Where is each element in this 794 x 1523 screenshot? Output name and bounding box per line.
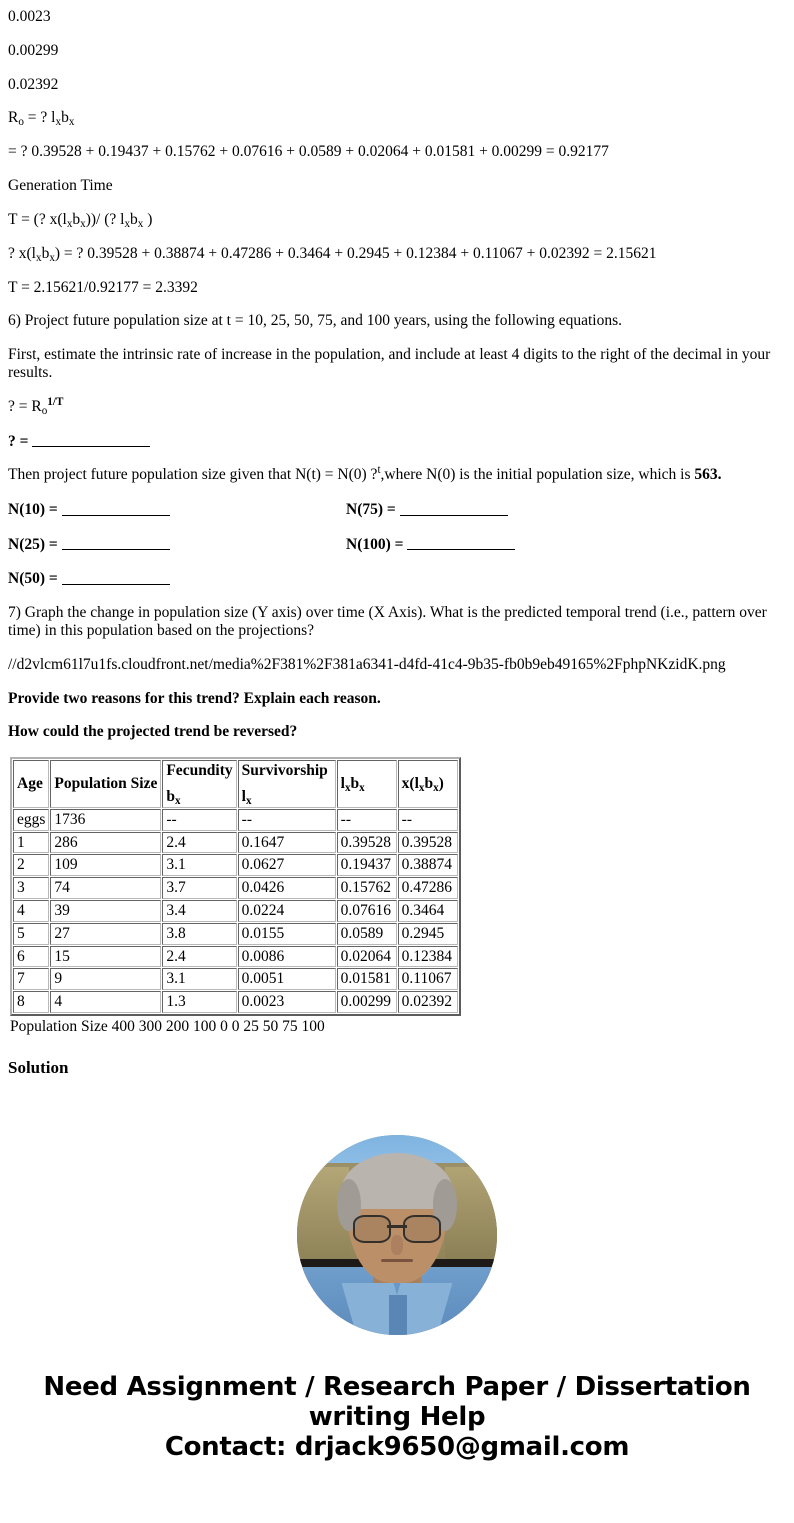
answer-label-n25: N(25) =	[8, 535, 58, 553]
formula-operator: = ? l	[23, 109, 56, 127]
cell-fecundity: 2.4	[162, 946, 236, 968]
life-table	[10, 757, 461, 1016]
answer-label-n50: N(50) =	[8, 570, 58, 588]
header-xlxbx-b: b	[424, 775, 434, 793]
header-survivorship-l: l	[241, 787, 246, 805]
life-table-head	[13, 760, 458, 808]
cell-survivorship: 0.0155	[238, 923, 336, 945]
cell-xlxbx: 0.2945	[398, 923, 458, 945]
answer-blank-n100[interactable]	[407, 535, 515, 551]
promo-line-3: Contact: drjack9650@gmail.com	[164, 1431, 630, 1462]
cell-survivorship: 0.0627	[238, 854, 336, 876]
answer-cell-empty	[346, 569, 786, 588]
initial-population-value: 563.	[694, 466, 722, 484]
header-lxbx-l: l	[340, 775, 345, 793]
table-row	[13, 854, 458, 876]
header-xlxbx	[398, 760, 458, 808]
cell-population: 286	[50, 832, 161, 854]
header-xlxbx-sub2: x	[433, 782, 439, 795]
cell-xlxbx: --	[398, 809, 458, 831]
value-line-1: 0.0023	[8, 8, 51, 25]
cell-population: 74	[50, 877, 161, 899]
table-row	[13, 832, 458, 854]
cell-survivorship: 0.0051	[238, 968, 336, 990]
answer-label-n10: N(10) =	[8, 500, 58, 518]
header-xlxbx-sub1: x	[418, 782, 425, 795]
generation-time-formula: T = (? $x(l_xb_x))/$ (? $l_xb_x$ )	[8, 210, 153, 230]
header-lxbx-b: b	[350, 775, 360, 793]
cell-xlxbx: 0.12384	[398, 946, 458, 968]
cell-age: 3	[13, 877, 49, 899]
promo-footer	[8, 1373, 786, 1492]
table-row	[13, 968, 458, 990]
answer-blank-n25[interactable]	[62, 535, 170, 551]
answer-cell-n100	[346, 535, 786, 554]
table-caption: Population Size 400 300 200 100 0 0 25 50 75 100	[10, 1018, 325, 1036]
sum-line-prefix: ? x(l	[8, 244, 36, 262]
header-survivorship-stack	[242, 762, 332, 806]
header-population-size-label: Population Size	[54, 775, 158, 793]
promo-line-1: Need Assignment / Research Paper / Dissertation	[43, 1372, 751, 1403]
avatar-nose	[391, 1235, 403, 1255]
sub-x3: x	[124, 217, 131, 230]
lambda-formula	[8, 395, 786, 417]
question-7-text: 7) Graph the change in population size (Y axis) over time (X Axis). What is the predicted temporal trend (i.e., pattern over time) in this population based on the projections?	[8, 604, 767, 639]
projection-text-part1: Then project future population size given that N(t) = N(0) ?	[8, 466, 378, 484]
cell-population: 27	[50, 923, 161, 945]
cell-fecundity: 3.7	[162, 877, 236, 899]
lambda-answer-line	[8, 432, 786, 451]
cell-population: 9	[50, 968, 161, 990]
avatar-tie	[389, 1295, 407, 1335]
net-reproductive-rate-sum: = ? 0.39528 + 0.19437 + 0.15762 + 0.07616 + 0.0589 + 0.02064 + 0.01581 + 0.00299 = 0.92177	[8, 143, 609, 161]
generation-time-result: T = 2.15621/0.92177 = 2.3392	[8, 278, 198, 296]
cell-age: 8	[13, 991, 49, 1013]
header-fecundity-stack	[166, 762, 232, 806]
cell-xlxbx: 0.11067	[398, 968, 458, 990]
cell-survivorship: 0.1647	[238, 832, 336, 854]
lambda-answer-blank[interactable]	[32, 432, 150, 448]
header-survivorship-symbol	[242, 788, 332, 806]
cell-lxbx: 0.02064	[337, 946, 397, 968]
header-lxbx-sub1: x	[344, 782, 351, 795]
cell-age: eggs	[13, 809, 49, 831]
table-header-row	[13, 760, 458, 808]
cell-age: 7	[13, 968, 49, 990]
graph-image-url: //d2vlcm61l7u1fs.cloudfront.net/media%2F381%2F381a6341-d4fd-41c4-9b35-fb0b9eb49165%2FphpNKzidK.png	[8, 655, 726, 673]
prompt-reverse-trend: How could the projected trend be reversed?	[8, 723, 298, 741]
R-symbol: R	[8, 109, 19, 127]
table-row	[13, 946, 458, 968]
cell-lxbx: 0.00299	[337, 991, 397, 1013]
header-fecundity-b: b	[166, 787, 175, 805]
bx-subscript: x	[68, 116, 75, 129]
answer-row-3	[8, 569, 786, 588]
table-row	[13, 900, 458, 922]
answer-row-1	[8, 500, 786, 519]
header-population-size	[50, 760, 161, 808]
cell-fecundity: 3.8	[162, 923, 236, 945]
cell-fecundity: 1.3	[162, 991, 236, 1013]
table-row	[13, 923, 458, 945]
header-fecundity-sub: x	[174, 795, 181, 808]
cell-survivorship: 0.0023	[238, 991, 336, 1013]
answer-cell-n10	[8, 500, 346, 519]
answer-blank-n50[interactable]	[62, 569, 170, 585]
cell-age: 6	[13, 946, 49, 968]
solution-heading: Solution	[8, 1057, 69, 1077]
cell-lxbx: 0.19437	[337, 854, 397, 876]
cell-fecundity: 3.4	[162, 900, 236, 922]
avatar-glasses-bridge	[387, 1225, 407, 1228]
cell-xlxbx: 0.47286	[398, 877, 458, 899]
lambda-formula-superscript: 1/T	[47, 395, 64, 408]
header-survivorship	[238, 760, 336, 808]
cell-xlxbx: 0.3464	[398, 900, 458, 922]
answer-blank-n75[interactable]	[400, 500, 508, 516]
avatar-mouth	[381, 1259, 413, 1262]
answer-label-n100: N(100) =	[346, 535, 404, 553]
answer-cell-n75	[346, 500, 786, 519]
cell-survivorship: 0.0224	[238, 900, 336, 922]
header-xlxbx-x: x(l	[401, 775, 419, 793]
header-lxbx-sub2: x	[359, 782, 365, 795]
lambda-formula-subscript: o	[41, 404, 48, 417]
header-fecundity	[162, 760, 236, 808]
cell-lxbx: 0.01581	[337, 968, 397, 990]
table-row	[13, 809, 458, 831]
cell-age: 4	[13, 900, 49, 922]
prompt-two-reasons: Provide two reasons for this trend? Explain each reason.	[8, 689, 381, 707]
cell-population: 4	[50, 991, 161, 1013]
cell-xlxbx: 0.38874	[398, 854, 458, 876]
table-row	[13, 991, 458, 1013]
question-6-instruction: First, estimate the intrinsic rate of increase in the population, and include at least 4 digits to the right of the decimal in your results.	[8, 346, 771, 381]
sub-x4: x	[137, 217, 144, 230]
avatar-container	[8, 1135, 786, 1335]
header-fecundity-label: Fecundity	[166, 762, 233, 780]
cell-lxbx: 0.39528	[337, 832, 397, 854]
question-6-text: 6) Project future population size at t = 10, 25, 50, 75, and 100 years, using the following equations.	[8, 312, 622, 330]
projection-exponent: t	[377, 464, 381, 477]
sub-x5: x	[35, 251, 42, 264]
table-row	[13, 877, 458, 899]
cell-fecundity: 3.1	[162, 854, 236, 876]
cell-xlxbx: 0.02392	[398, 991, 458, 1013]
cell-age: 5	[13, 923, 49, 945]
projection-statement	[8, 466, 786, 484]
lambda-answer-label: ? =	[8, 432, 29, 450]
lx-subscript: x	[55, 116, 62, 129]
cell-lxbx: 0.07616	[337, 900, 397, 922]
header-lxbx	[337, 760, 397, 808]
cell-survivorship: 0.0086	[238, 946, 336, 968]
header-age-label: Age	[17, 775, 43, 793]
cell-survivorship: 0.0426	[238, 877, 336, 899]
avatar-glasses-right-lens	[403, 1215, 441, 1243]
cell-fecundity: 2.4	[162, 832, 236, 854]
cell-lxbx: 0.15762	[337, 877, 397, 899]
value-line-3: 0.02392	[8, 75, 59, 93]
answer-label-n75: N(75) =	[346, 500, 396, 518]
cell-xlxbx: 0.39528	[398, 832, 458, 854]
generation-time-heading: Generation Time	[8, 177, 113, 195]
sub-x2: x	[80, 217, 86, 230]
cell-fecundity: --	[162, 809, 236, 831]
projection-text-part2: ,where N(0) is the initial population size, which is	[380, 466, 695, 484]
cell-fecundity: 3.1	[162, 968, 236, 990]
generation-time-sum-line: ? $x(l_xb_x)$ = ? 0.39528 + 0.38874 + 0.47286 + 0.3464 + 0.2945 + 0.12384 + 0.11067 + 0.02392 = 2.15621	[8, 244, 657, 264]
cell-population: 1736	[50, 809, 161, 831]
b-symbol: b	[61, 109, 69, 127]
lambda-formula-left: ? = R	[8, 397, 42, 415]
header-survivorship-label: Survivorship	[241, 762, 328, 780]
T-formula-prefix: T = (? x(l	[8, 210, 67, 228]
avatar	[297, 1135, 497, 1335]
cell-age: 1	[13, 832, 49, 854]
sub-x1: x	[66, 217, 73, 230]
net-reproductive-rate-formula	[8, 109, 786, 127]
answer-cell-n25	[8, 535, 346, 554]
header-fecundity-symbol	[166, 788, 232, 806]
cell-population: 109	[50, 854, 161, 876]
sum-line-values: ) = ? 0.39528 + 0.38874 + 0.47286 + 0.3464 + 0.2945 + 0.12384 + 0.11067 + 0.02392 = 2.15621	[54, 244, 657, 262]
sub-x6: x	[49, 251, 55, 264]
cell-survivorship: --	[238, 809, 336, 831]
answer-blank-n10[interactable]	[62, 500, 170, 516]
cell-population: 15	[50, 946, 161, 968]
header-age	[13, 760, 49, 808]
cell-age: 2	[13, 854, 49, 876]
answer-cell-n50	[8, 569, 346, 588]
value-line-2: 0.00299	[8, 41, 59, 59]
R-subscript: o	[18, 116, 24, 129]
header-survivorship-sub: x	[245, 795, 252, 808]
header-xlxbx-paren: )	[438, 775, 444, 793]
life-table-body	[13, 809, 458, 1013]
cell-lxbx: --	[337, 809, 397, 831]
answer-row-2	[8, 535, 786, 554]
cell-population: 39	[50, 900, 161, 922]
promo-line-2: writing Help	[308, 1402, 486, 1433]
avatar-glasses-left-lens	[353, 1215, 391, 1243]
cell-lxbx: 0.0589	[337, 923, 397, 945]
